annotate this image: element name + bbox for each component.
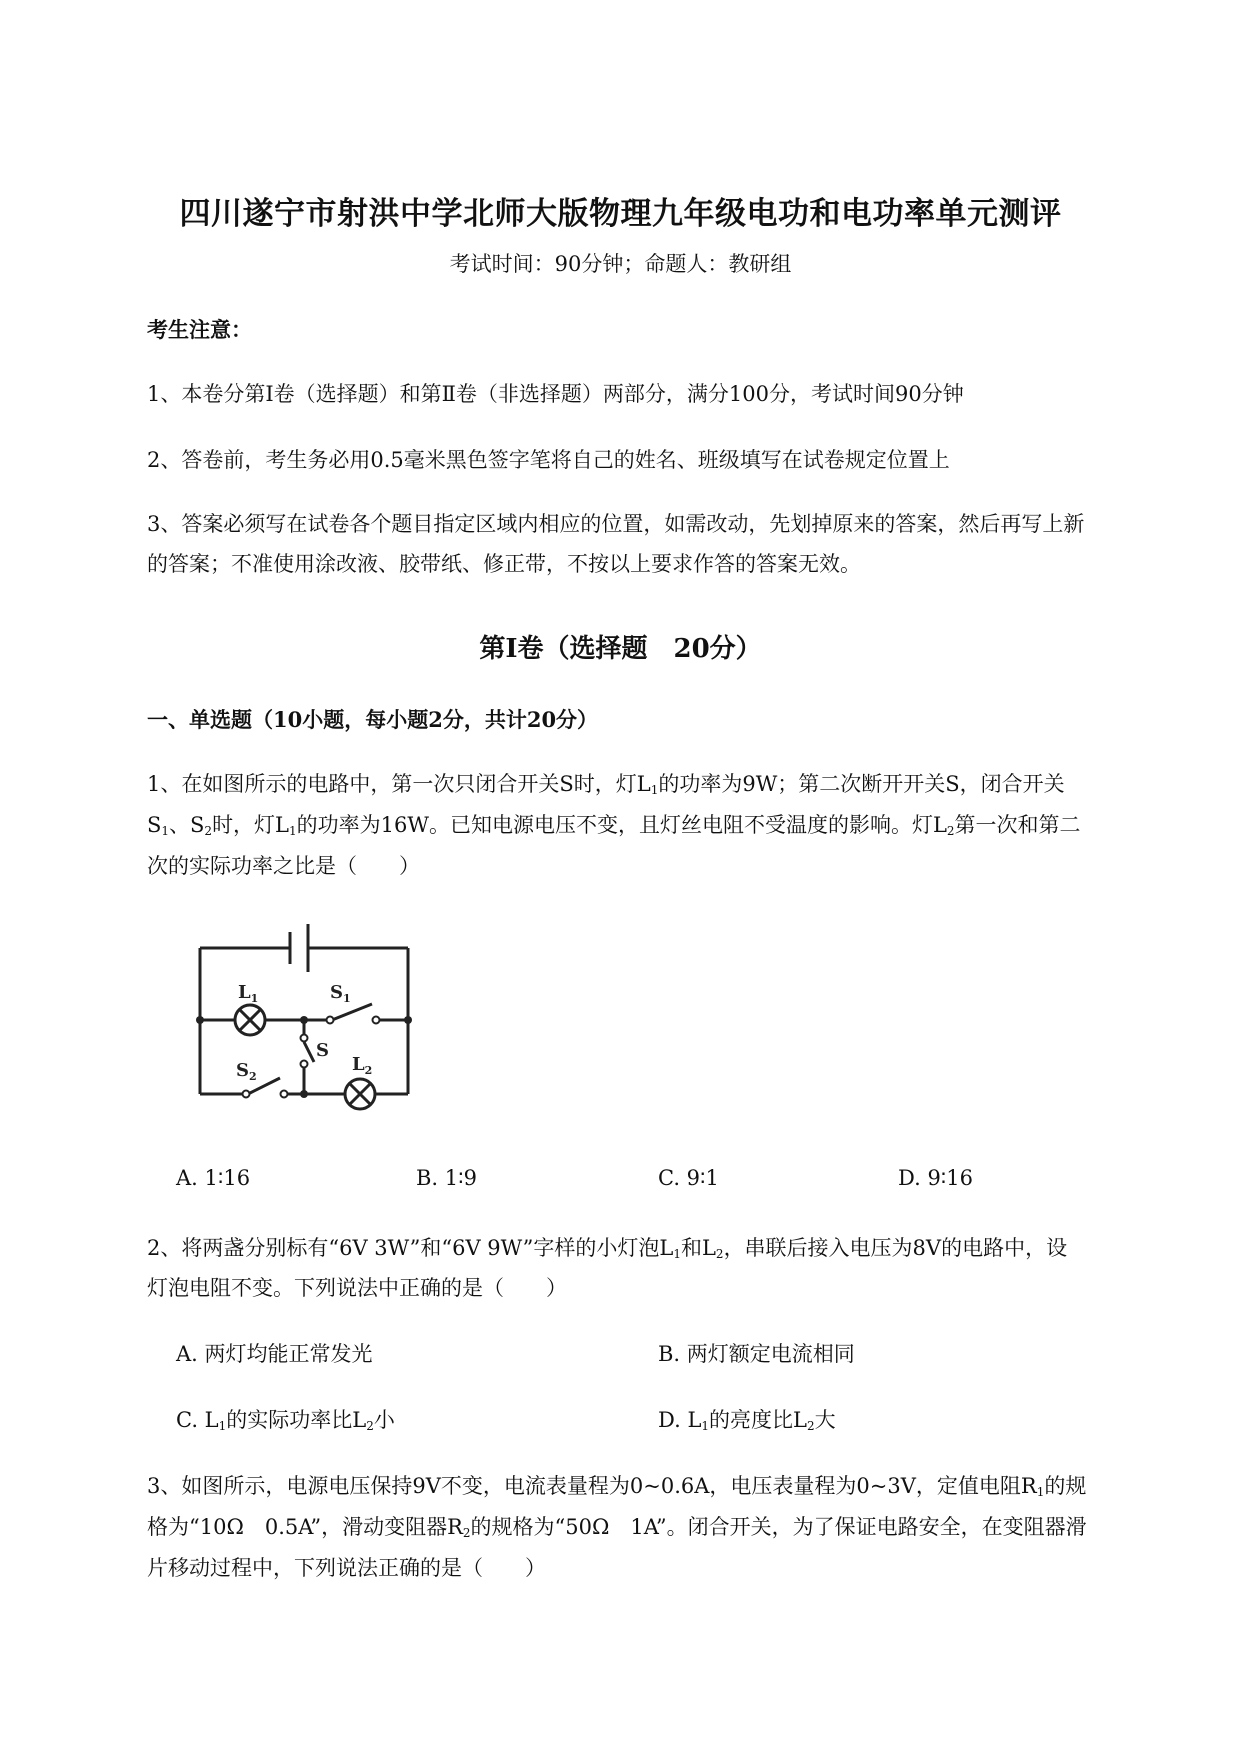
q1-line-1: 1、在如图所示的电路中，第一次只闭合开关S时，灯$L_1$的功率为9W；第二次断开开关S，闭合开关 [147,772,1065,797]
q3-line-2: 格为“10Ω 0.5A”，滑动变阻器$R_2$的规格为“50Ω 1A”。闭合开关，为了保证电路安全，在变阻器滑 [147,1515,1087,1540]
q1-line-3: 次的实际功率之比是（ ） [147,854,420,878]
q2-option-c[interactable]: C. $L_1$的实际功率比$L_2$小 [176,1408,395,1433]
circuit-diagram [190,918,430,1118]
page-title: 四川遂宁市射洪中学北师大版物理九年级电功和电功率单元测评 [179,196,1062,232]
section-title: 第Ⅰ卷（选择题 20分） [479,634,762,664]
svg-text:S1: $S_1$ [330,982,351,1005]
q3-line-1: 3、如图所示，电源电压保持9V不变，电流表量程为0~0.6A，电压表量程为0~3V，定值电阻$R_1$的规 [147,1474,1087,1499]
part-heading: 一、单选题（10小题，每小题2分，共计20分） [147,707,599,732]
q2-option-a[interactable]: A. 两灯均能正常发光 [176,1342,373,1366]
q1-option-d[interactable]: D. 9∶16 [898,1166,973,1190]
q1-option-a[interactable]: A. 1∶16 [176,1166,251,1190]
svg-text:L2: $L_2$ [352,1054,373,1077]
svg-text:S: S [316,1040,329,1061]
q3-line-3: 片移动过程中，下列说法正确的是（ ） [147,1556,546,1580]
q2-option-b[interactable]: B. 两灯额定电流相同 [658,1342,855,1366]
svg-text:L1: $L_1$ [238,982,259,1005]
q2-line-2: 灯泡电阻不变。下列说法中正确的是（ ） [147,1276,567,1300]
page-subtitle: 考试时间：90分钟；命题人：教研组 [449,252,792,276]
q1-option-c[interactable]: C. 9∶1 [658,1166,719,1190]
notice-item-1: 1、本卷分第Ⅰ卷（选择题）和第Ⅱ卷（非选择题）两部分，满分100分，考试时间90分钟 [147,382,964,406]
notice-item-3: 3、答案必须写在试卷各个题目指定区域内相应的位置，如需改动，先划掉原来的答案，然后再写上新 [147,512,1085,536]
q1-option-b[interactable]: B. 1∶9 [416,1166,477,1190]
notice-item-3-cont: 的答案；不准使用涂改液、胶带纸、修正带，不按以上要求作答的答案无效。 [147,552,861,576]
notice-item-2: 2、答卷前，考生务必用0.5毫米黑色签字笔将自己的姓名、班级填写在试卷规定位置上 [147,448,950,472]
svg-text:S2: $S_2$ [236,1060,257,1083]
q2-line-1: 2、将两盏分别标有“6V 3W”和“6V 9W”字样的小灯泡$L_1$和$L_2$，串联后接入电压为8V的电路中，设 [147,1236,1068,1261]
notice-heading: 考生注意： [147,317,252,342]
q2-option-d[interactable]: D. $L_1$的亮度比$L_2$大 [658,1408,836,1433]
q1-line-2: $S_1$、$S_2$时，灯$L_1$的功率为16W。已知电源电压不变，且灯丝电阻不受温度的影响。灯$L_2$第一次和第二 [147,813,1081,838]
